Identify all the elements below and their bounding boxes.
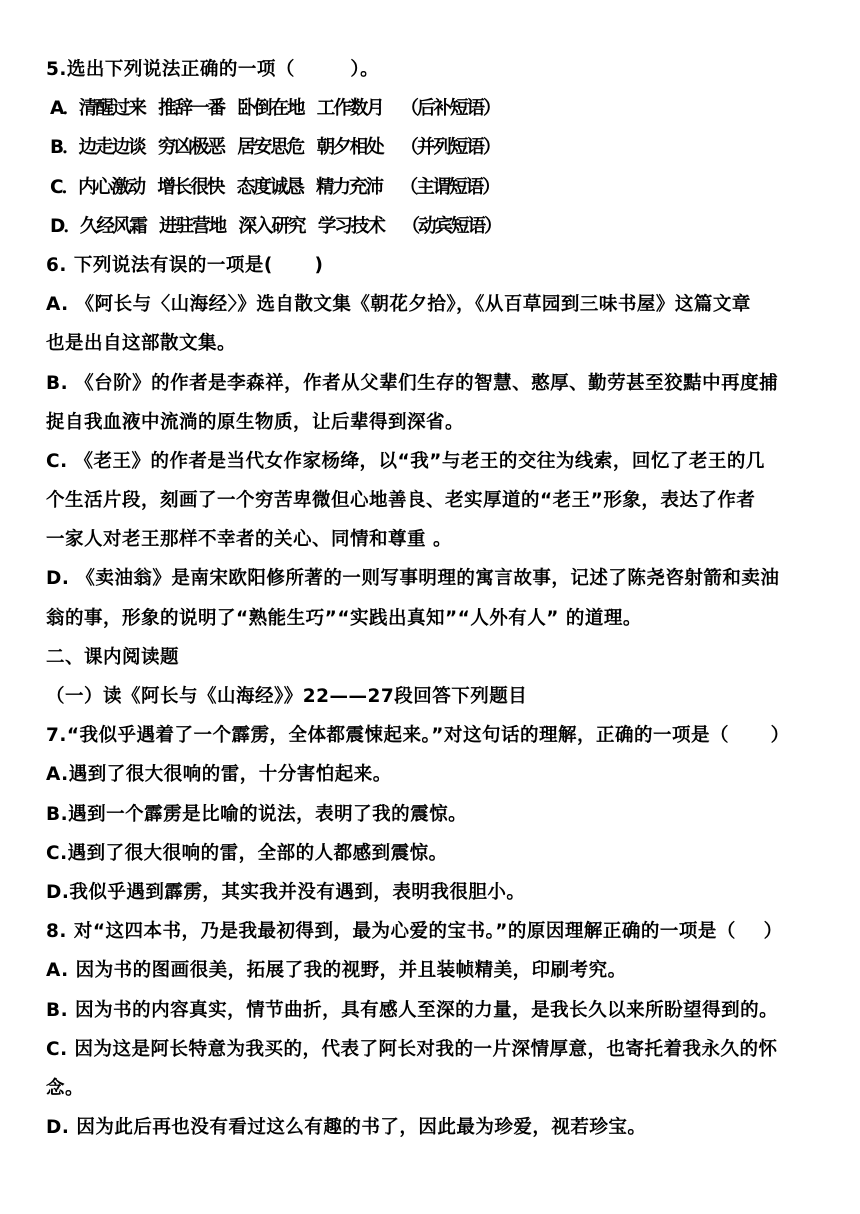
q6-option-d-line2: 翁的事，形象的说明了“熟能生巧”“实践出真知”“人外有人” 的道理。: [46, 607, 642, 629]
q5-option-d: D．久经风霜 进驻营地 深入研究 学习技术 （动宾短语）: [50, 215, 501, 237]
q6-option-c-line2: 个生活片段，刻画了一个穷苦卑微但心地善良、老实厚道的“老王”形象，表达了作者: [46, 490, 756, 512]
section-heading: 二、课内阅读题: [46, 646, 180, 668]
q6-option-c-line3: 一家人对老王那样不幸者的关心、同情和尊重 。: [46, 529, 452, 551]
q7-stem: 7.“我似乎遇着了一个霹雳，全体都震悚起来。”对这句话的理解，正确的一项是（ ）: [46, 725, 790, 747]
q8-option-c-line1: C. 因为这是阿长特意为我买的，代表了阿长对我的一片深情厚意，也寄托着我永久的怀: [46, 1038, 778, 1060]
document-body: [46, 50, 818, 1147]
q6-option-c-line1: C. 《老王》的作者是当代女作家杨绛，以“我”与老王的交往为线索，回忆了老王的几: [46, 450, 765, 472]
q6-stem: 6. 下列说法有误的一项是( ): [46, 254, 324, 276]
q6-option-a-line1: A. 《阿长与〈山海经〉》选自散文集《朝花夕拾》，《从百草园到三味书屋》这篇文章: [46, 294, 751, 316]
q7-option-a: A.遇到了很大很响的雷，十分害怕起来。: [46, 764, 392, 786]
q6-option-b-line2: 捉自我血液中流淌的原生物质，让后辈得到深省。: [46, 411, 465, 433]
q7-option-c: C.遇到了很大很响的雷，全部的人都感到震惊。: [46, 842, 448, 864]
q5-option-b: B．边走边谈 穷凶极恶 居安思危 朝夕相处 （并列短语）: [50, 137, 500, 159]
q6-option-a-line2: 也是出自这部散文集。: [46, 333, 237, 355]
q7-option-b: B.遇到一个霹雳是比喻的说法，表明了我的震惊。: [46, 803, 468, 825]
q7-option-d: D.我似乎遇到霹雳，其实我并没有遇到，表明我很胆小。: [46, 881, 526, 903]
q6-option-d-line1: D. 《卖油翁》是南宋欧阳修所著的一则写事明理的寓言故事，记述了陈尧咨射箭和卖油: [46, 568, 780, 590]
q8-option-b: B. 因为书的内容真实，情节曲折，具有感人至深的力量，是我长久以来所盼望得到的。: [46, 999, 779, 1021]
q8-option-c-line2: 念。: [46, 1077, 85, 1099]
q5-stem: 5.选出下列说法正确的一项（ ）。: [46, 59, 380, 80]
q8-option-a: A. 因为书的图画很美，拓展了我的视野，并且装帧精美，印刷考究。: [46, 960, 627, 982]
q6-option-b-line1: B. 《台阶》的作者是李森祥，作者从父辈们生存的智慧、憨厚、勤劳甚至狡黠中再度捕: [46, 372, 779, 394]
q5-option-c: C．内心激动 增长很快 态度诚恳 精力充沛 （主谓短语）: [50, 176, 499, 198]
subsection-heading: （一）读《阿长与《山海经》》22——27段回答下列题目: [46, 686, 528, 707]
q8-option-d: D. 因为此后再也没有看过这么有趣的书了，因此最为珍爱，视若珍宝。: [46, 1117, 647, 1139]
q5-option-a: A．清醒过来 推辞一番 卧倒在地 工作数月 （后补短语）: [50, 98, 500, 120]
q8-stem: 8. 对“这四本书，乃是我最初得到，最为心爱的宝书。”的原因理解正确的一项是（ ）: [46, 921, 783, 943]
